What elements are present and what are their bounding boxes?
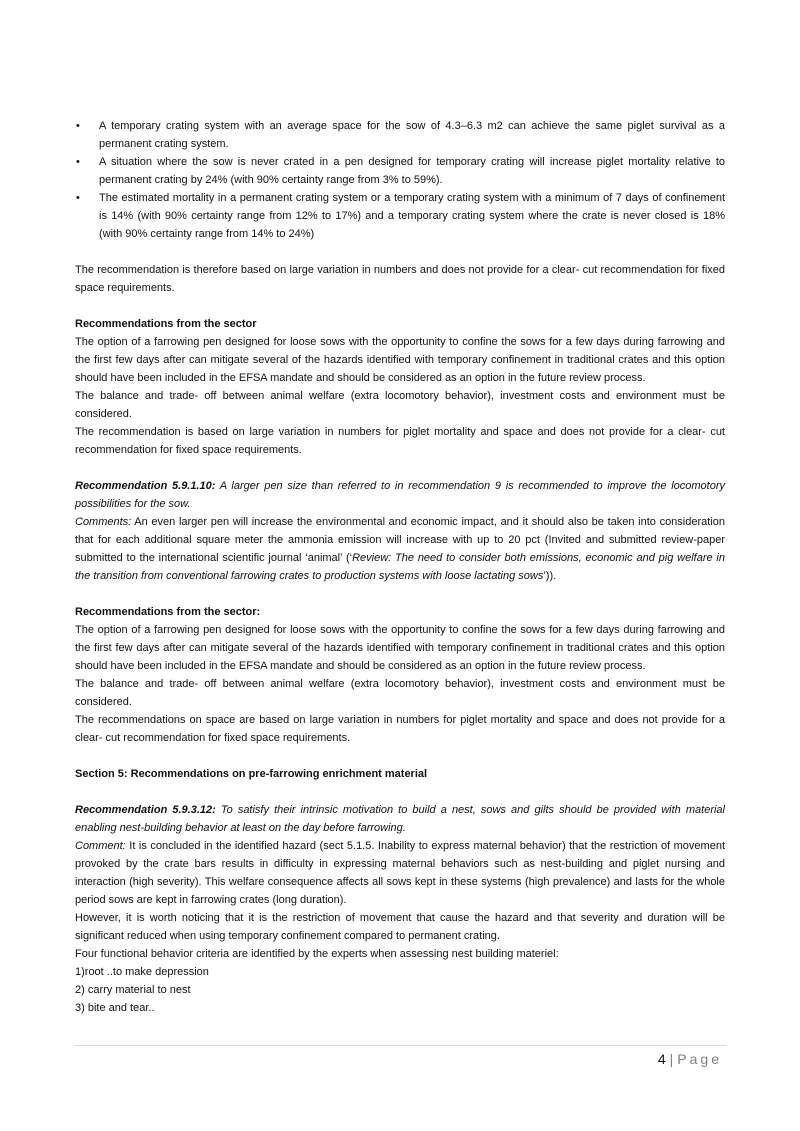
paragraph: The recommendation is based on large variation in numbers for piglet mortality and space and does not provide for a clear- cut recommendation for fixed space requirements. (75, 426, 725, 456)
page-number: 4 (657, 1051, 666, 1067)
comment-paragraph (75, 837, 725, 909)
document-body (75, 117, 725, 1017)
recommendation-10 (75, 477, 725, 513)
section-heading: Recommendations from the sector: (75, 606, 261, 618)
recommendation-label: Recommendation 5.9.1.10: (75, 480, 216, 492)
section-heading: Recommendations from the sector (75, 318, 257, 330)
paragraph: However, it is worth noticing that it is the restriction of movement that cause the hazard and that severity and duration will be significant reduced when using temporary confinement compared to permanent crating. (75, 912, 725, 942)
paragraph: Four functional behavior criteria are identified by the experts when assessing nest building materiel: (75, 948, 559, 960)
paragraph: The option of a farrowing pen designed for loose sows with the opportunity to confine the sows for a few days during farrowing and the first few days after can mitigate several of the hazards identified with temporary confinement in traditional crates and this option should have been included in the EFSA mandate and should be considered as an option in the future review process. (75, 336, 725, 384)
bullet-item: • A situation where the sow is never crated in a pen designed for temporary crating will increase piglet mortality relative to permanent crating by 24% (with 90% certainty range from 3% to 59%). (75, 153, 725, 189)
list-item: 2) carry material to nest (75, 984, 191, 996)
comment-end: ’)). (543, 570, 557, 582)
cited-title: Review: The need to consider both emissions, economic and pig welfare in the transition from conventional farrowing crates to production systems with loose lactating sows (75, 552, 725, 582)
section-heading: Section 5: Recommendations on pre-farrowing enrichment material (75, 768, 428, 780)
comment-text: An even larger pen will increase the environmental and economic impact, and it should also be taken into consideration that for each additional square meter the ammonia emission will increase with up to 20 pct (Invited and submitted review-paper submitted to the international scientific journal ‘animal’ (‘ (75, 516, 725, 564)
recommendation-12 (75, 801, 725, 837)
comment-label: Comments: (75, 516, 132, 528)
recommendation-text: A larger pen size than referred to in recommendation 9 is recommended to improve the locomotory possibilities for the sow. (75, 480, 725, 510)
paragraph: The recommendation is therefore based on large variation in numbers and does not provide for a clear- cut recommendation for fixed space requirements. (75, 264, 725, 294)
paragraph: The recommendations on space are based on large variation in numbers for piglet mortality and space and does not provide for a clear- cut recommendation for fixed space requirements. (75, 714, 725, 744)
comment-label: Comment: (75, 840, 126, 852)
paragraph: The balance and trade- off between animal welfare (extra locomotory behavior), investment costs and environment must be considered. (75, 390, 725, 420)
list-item: 1)root ..to make depression (75, 966, 209, 978)
comment-text: It is concluded in the identified hazard (sect 5.1.5. Inability to express maternal behavior) that the restriction of movement provoked by the crate bars results in difficulty in expressing maternal behaviors such as nest-building and piglet nursing and interaction (high severity). This welfare consequence affects all sows kept in these systems (high prevalence) and lasts for the whole period sows are kept in farrowing crates (long duration). (75, 840, 725, 906)
bullet-list (75, 117, 725, 243)
footer-divider (75, 1045, 727, 1046)
paragraph: The option of a farrowing pen designed for loose sows with the opportunity to confine the sows for a few days during farrowing and the first few days after can mitigate several of the hazards identified with temporary confinement in traditional crates and this option should have been included in the EFSA mandate and should be considered as an option in the future review process. (75, 624, 725, 672)
recommendation-label: Recommendation 5.9.3.12: (75, 804, 216, 816)
paragraph: The balance and trade- off between animal welfare (extra locomotory behavior), investment costs and environment must be considered. (75, 678, 725, 708)
page-footer (658, 1049, 722, 1069)
bullet-item: • A temporary crating system with an average space for the sow of 4.3–6.3 m2 can achieve the same piglet survival as a permanent crating system. (75, 117, 725, 153)
bullet-item: • The estimated mortality in a permanent crating system or a temporary crating system with a minimum of 7 days of confinement is 14% (with 90% certainty range from 12% to 17%) and a temporary crating system where the crate is never closed is 18% (with 90% certainty range from 14% to 24%) (75, 189, 725, 243)
page-label: Page (677, 1051, 722, 1067)
recommendation-text: To satisfy their intrinsic motivation to build a nest, sows and gilts should be provided with material enabling nest-building behavior at least on the day before farrowing. (75, 804, 725, 834)
comment-paragraph (75, 513, 725, 585)
footer-separator: | (669, 1051, 674, 1067)
list-item: 3) bite and tear.. (75, 1002, 155, 1014)
